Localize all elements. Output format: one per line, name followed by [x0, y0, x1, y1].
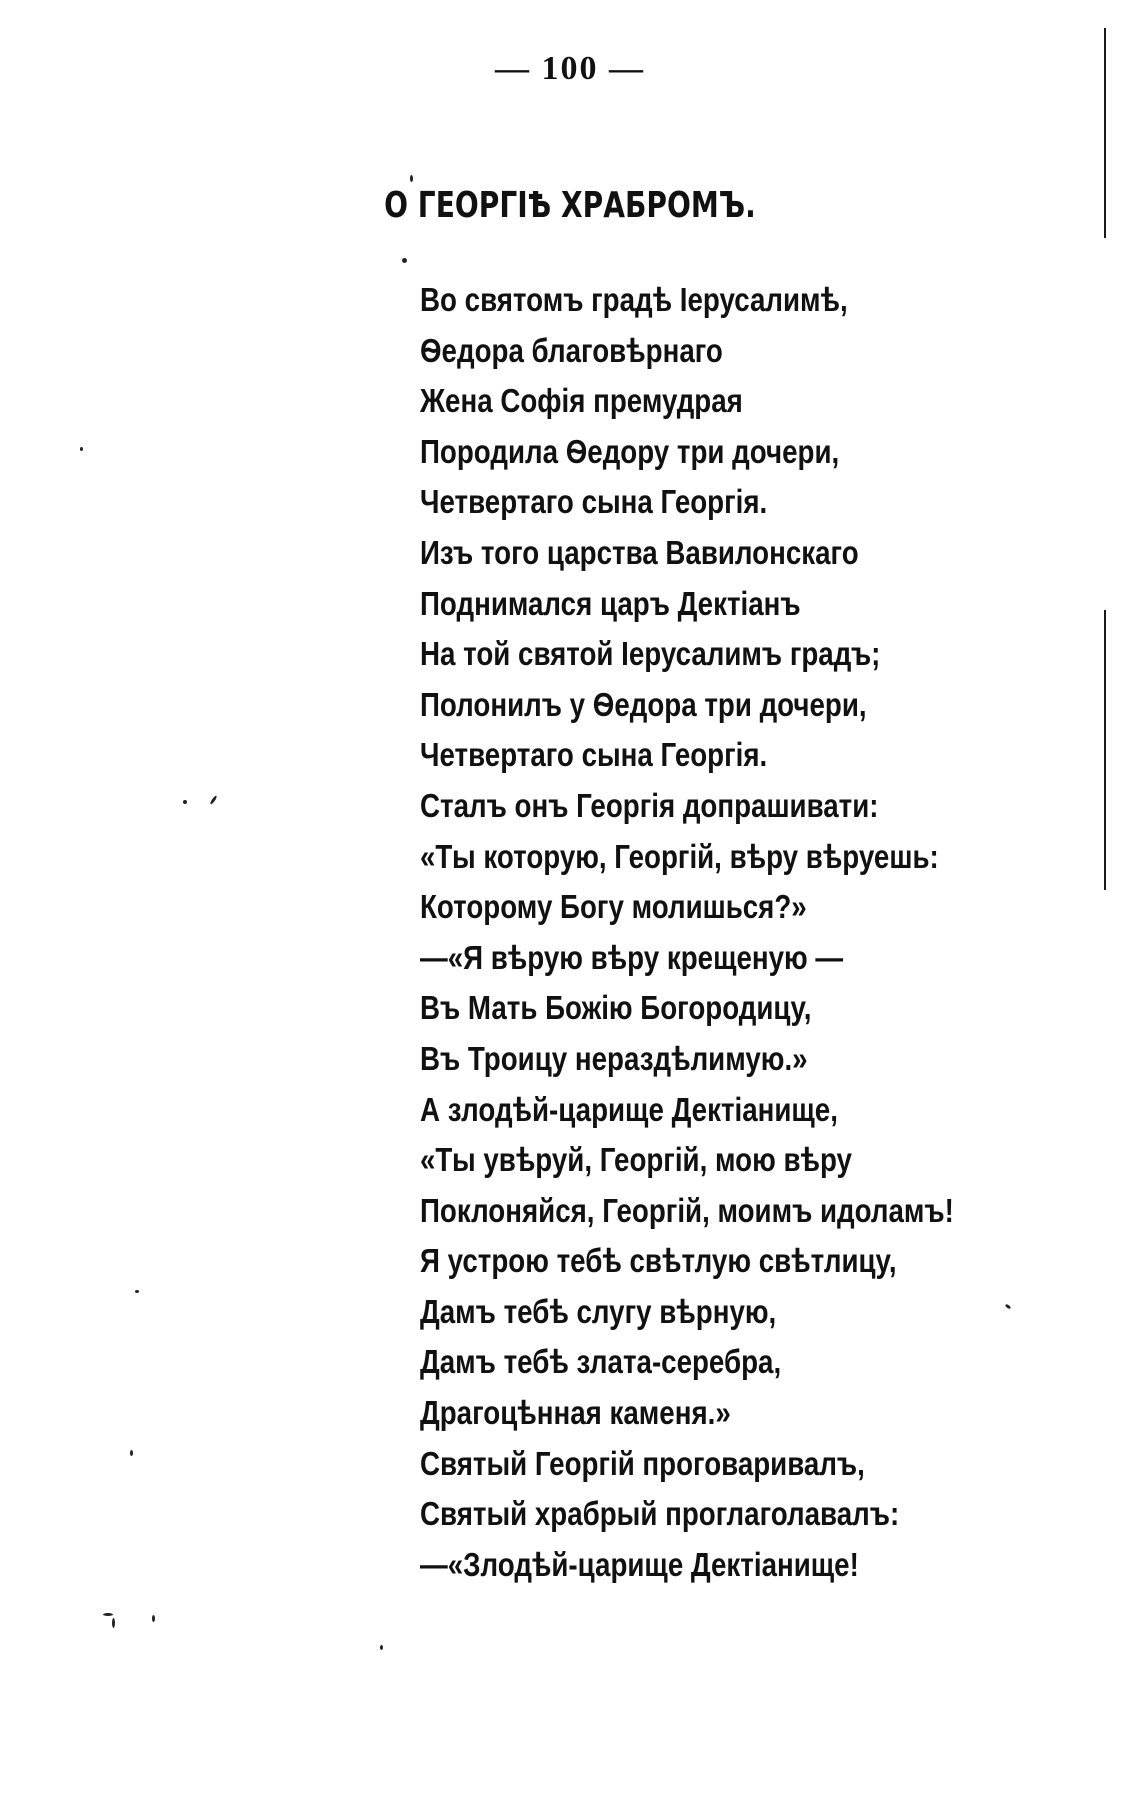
verse-line: Полонилъ у Ѳедора три дочери, [420, 685, 867, 723]
verse-line: «Ты которую, Георгій, вѣру вѣруешь: [420, 837, 939, 875]
poem-title: О ГЕОРГІѢ ХРАБРОМЪ. [384, 185, 756, 226]
verse-line: Поклоняйся, Георгій, моимъ идоламъ! [420, 1191, 954, 1229]
verse-line: Жена Софія премудрая [420, 382, 743, 420]
scan-speck [152, 1615, 155, 1622]
scan-speck [410, 175, 413, 182]
verse-line: Святый Георгій проговаривалъ, [420, 1444, 865, 1482]
scan-speck [402, 258, 407, 263]
verse-line: А злодѣй-царище Дектіанище, [420, 1090, 838, 1128]
verse-lines [420, 275, 1056, 1590]
verse-line: Въ Троицу нераздѣлимую.» [420, 1039, 808, 1077]
verse-line: Дамъ тебѣ слугу вѣрную, [420, 1292, 777, 1330]
verse-line: Во святомъ градѣ Іерусалимѣ, [420, 281, 848, 318]
verse-line: Четвертаго сына Георгія. [420, 483, 768, 521]
verse-line: —«Злодѣй-царище Дектіанище! [420, 1545, 859, 1583]
scan-speck [112, 1618, 115, 1628]
verse-line: На той святой Іерусалимъ градъ; [420, 635, 881, 673]
scan-speck [209, 795, 217, 805]
verse-line: «Ты увѣруй, Георгій, мою вѣру [420, 1141, 852, 1179]
verse-line: Сталъ онъ Георгія допрашивати: [420, 786, 879, 824]
scan-speck [380, 1645, 383, 1650]
verse-line: Изъ того царства Вавилонскаго [420, 533, 859, 571]
verse-line: —«Я вѣрую вѣру крещеную — [420, 938, 844, 976]
verse-line: Дамъ тебѣ злата-серебра, [420, 1343, 782, 1381]
verse-line: Которому Богу молишься?» [420, 888, 807, 926]
scan-edge-rule [1104, 28, 1106, 238]
verse-line: Ѳедора благовѣрнаго [420, 331, 723, 369]
scan-speck [183, 800, 187, 804]
verse-line: Поднимался царъ Дектіанъ [420, 584, 801, 622]
scan-speck [135, 1290, 139, 1293]
page-number: — 100 — [495, 50, 645, 87]
verse-line: Породила Ѳедору три дочери, [420, 432, 840, 470]
scan-speck [80, 447, 83, 451]
verse-line: Я устрою тебѣ свѣтлую свѣтлицу, [420, 1242, 897, 1280]
scan-edge-rule [1104, 610, 1106, 890]
verse-line: Драгоцѣнная каменя.» [420, 1394, 731, 1432]
verse-line: Святый храбрый проглаголавалъ: [420, 1495, 900, 1533]
verse-line: Въ Мать Божію Богородицу, [420, 989, 812, 1027]
scan-speck [130, 1450, 133, 1456]
scan-speck [103, 1613, 113, 1616]
verse-line: Четвертаго сына Георгія. [420, 736, 768, 774]
